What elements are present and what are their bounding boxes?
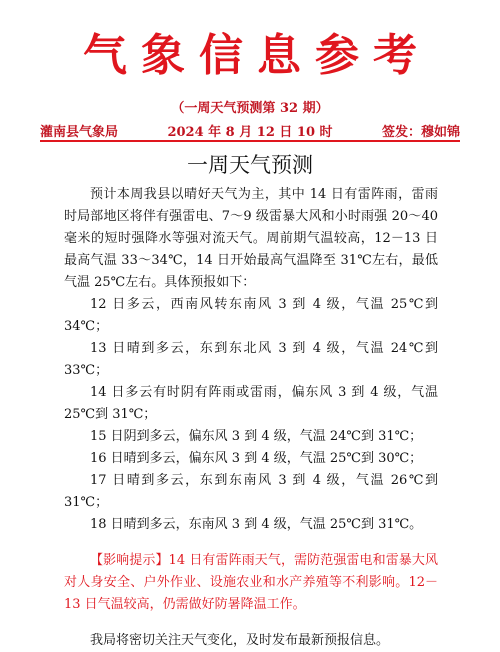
meta-row (40, 121, 460, 140)
signer: 签发：穆如锦 (381, 125, 460, 140)
issue-date: 2024 年 8 月 12 日 10 时 (167, 125, 333, 140)
forecast-line: 15 日阴到多云，偏东风 3 到 4 级，气温 24℃到 31℃； (90, 429, 423, 444)
forecast-line: 14 日多云有时阴有阵雨或雷雨，偏东风 3 到 4 级，气温 25℃到 31℃； (64, 385, 438, 422)
forecast-line: 16 日晴到多云，偏东风 3 到 4 级，气温 25℃到 30℃； (90, 451, 423, 466)
masthead: 气象信息参考 (83, 30, 431, 81)
closing-statement: 我局将密切关注天气变化，及时发布最新预报信息。 (90, 633, 390, 648)
forecast-line: 12 日多云，西南风转东南风 3 到 4 级，气温 25℃到 34℃； (64, 297, 438, 334)
issuing-org: 灌南县气象局 (40, 125, 119, 140)
summary-paragraph: 预计本周我县以晴好天气为主，其中 14 日有雷阵雨，雷雨时局部地区将伴有强雷电、7～9 级雷暴大风和小时雨强 20～40 毫米的短时强降水等强对流天气。周前期气温较高，12－13 日最高气温 33～34℃，14 日开始最高气温降至 31℃左右，最低气温 25℃左右。具体预报如下： (64, 187, 438, 290)
issue-number: （一周天气预测第 32 期） (171, 101, 329, 116)
divider-line (40, 140, 460, 142)
forecast-line: 13 日晴到多云，东到东北风 3 到 4 级，气温 24℃到 33℃； (64, 341, 438, 378)
document-body (64, 184, 438, 652)
forecast-line: 17 日晴到多云，东到东南风 3 到 4 级，气温 26℃到 31℃； (64, 473, 438, 510)
forecast-line: 18 日晴到多云，东南风 3 到 4 级，气温 25℃到 31℃。 (90, 517, 423, 532)
impact-notice: 【影响提示】14 日有雷阵雨天气，需防范强雷电和雷暴大风对人身安全、户外作业、设施农业和水产养殖等不利影响。12－13 日气温较高，仍需做好防暑降温工作。 (64, 553, 438, 612)
document-title: 一周天气预测 (187, 153, 313, 177)
